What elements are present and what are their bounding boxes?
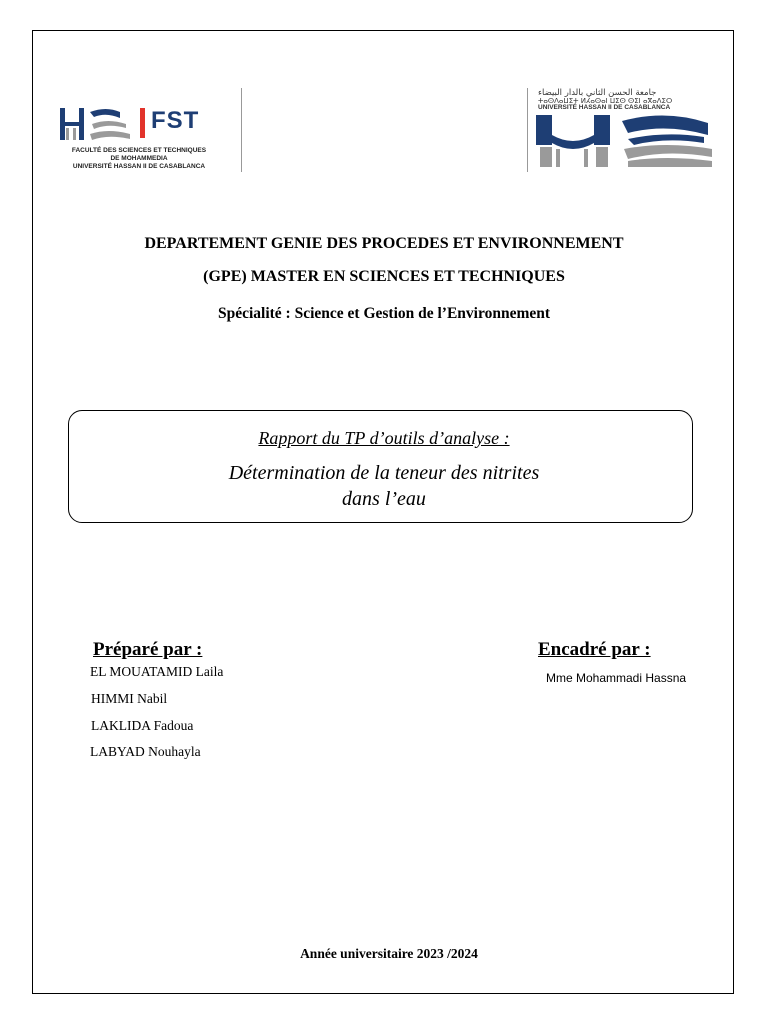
faculty-line-1: FACULTÉ DES SCIENCES ET TECHNIQUES [71, 147, 207, 154]
supervisor-name: Mme Mohammadi Hassna [546, 671, 687, 685]
fst-red-bar [140, 108, 145, 138]
prepared-by-label: Préparé par : [93, 639, 203, 660]
supervised-by-label: Encadré par : [538, 639, 651, 660]
tifinagh-university-name: ⵜⴰⵙⴷⴰⵡⵉⵜ ⵍⵃⴰⵙⴰⵏ ⵡⵉⵙ ⵙⵉⵏ ⴰⴳⴰⴷⵉⵔ [538, 97, 673, 105]
department-heading: DEPARTEMENT GENIE DES PROCEDES ET ENVIRONNEMENT [144, 235, 624, 252]
author-2: HIMMI Nabil [91, 691, 168, 706]
master-heading: (GPE) MASTER EN SCIENCES ET TECHNIQUES [203, 268, 565, 285]
author-1: EL MOUATAMID Laila [90, 664, 224, 679]
report-title-line-1: Détermination de la teneur des nitrites [228, 462, 540, 484]
author-4: LABYAD Nouhayla [90, 744, 201, 759]
uh2-logo-icon [536, 113, 716, 169]
faculty-line-3: UNIVERSITÉ HASSAN II DE CASABLANCA [72, 163, 206, 170]
latin-university-name: UNIVERSITÉ HASSAN II DE CASABLANCA [538, 104, 671, 111]
faculty-line-2: DE MOHAMMEDIA [110, 155, 168, 162]
report-title-line-2: dans l’eau [342, 488, 426, 510]
fst-brand: FST [151, 107, 200, 134]
academic-year: Année universitaire 2023 /2024 [300, 946, 478, 961]
report-label: Rapport du TP d’outils d’analyse : [258, 428, 510, 448]
fst-logo [56, 100, 246, 180]
arabic-university-name: جامعة الحسن الثاني بالدار البيضاء [538, 88, 657, 98]
logo-divider [241, 88, 242, 172]
uh2-logo-icon [60, 104, 136, 146]
author-3: LAKLIDA Fadoua [91, 718, 194, 733]
speciality-heading: Spécialité : Science et Gestion de l’Environnement [217, 305, 551, 322]
university-logo [524, 88, 720, 170]
